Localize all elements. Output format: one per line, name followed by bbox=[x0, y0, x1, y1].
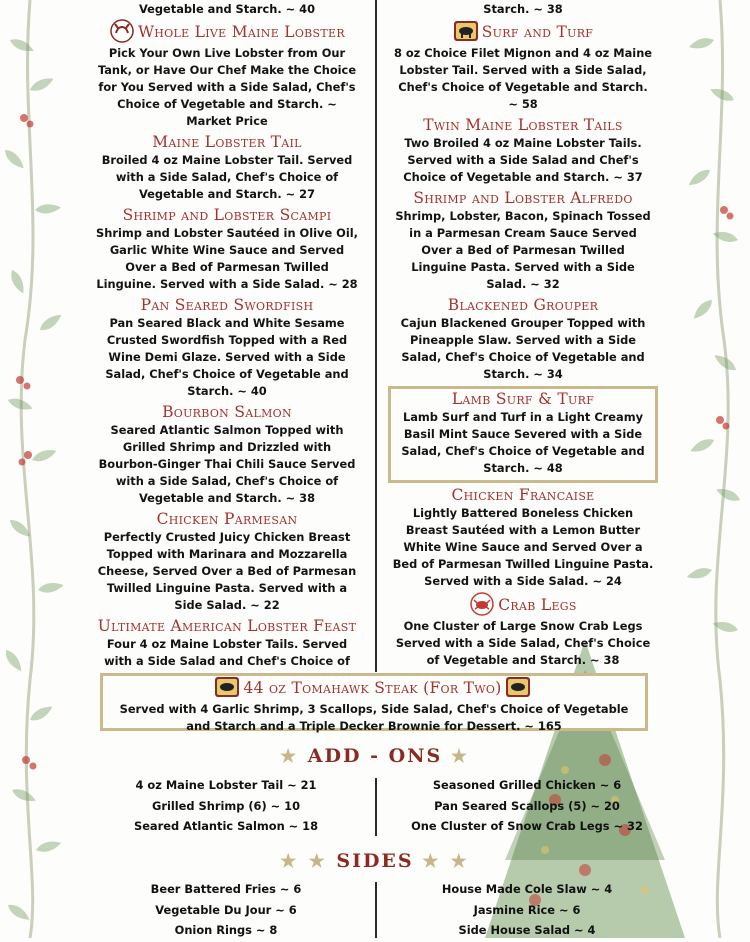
list-item: Beer Battered Fries ~ 6 bbox=[150, 882, 302, 896]
item-title: Blackened Grouper bbox=[447, 296, 599, 314]
addons-right-list bbox=[387, 775, 667, 837]
item-title: Twin Maine Lobster Tails bbox=[423, 116, 623, 134]
list-item: Side House Salad ~ 4 bbox=[458, 923, 596, 937]
menu-item bbox=[392, 486, 654, 590]
item-title: Crab Legs bbox=[392, 594, 654, 618]
menu-item bbox=[392, 594, 654, 669]
item-desc: One Cluster of Large Snow Crab Legs Served with a Side Salad, Chef's Choice of Vegetable and Starch. ~ 38 bbox=[395, 619, 651, 667]
list-item: Grilled Shrimp (6) ~ 10 bbox=[151, 798, 300, 813]
item-desc: Cajun Blackened Grouper Topped with Pineapple Slaw. Served with a Side Salad, Chef's Choice of Vegetable and Starch. ~ 34 bbox=[400, 316, 646, 381]
menu-item bbox=[392, 116, 654, 186]
item-title: 44 oz Tomahawk Steak (For Two) bbox=[103, 677, 645, 701]
item-title: Whole Live Maine Lobster bbox=[96, 21, 358, 45]
list-item: Seasoned Grilled Chicken ~ 6 bbox=[432, 778, 622, 792]
star-icon: ★ ★ bbox=[422, 851, 470, 872]
cow-badge-icon bbox=[453, 19, 479, 43]
list-item: 4 oz Maine Lobster Tail ~ 21 bbox=[135, 778, 317, 792]
right-menu-column bbox=[392, 0, 654, 669]
top-fragment: Starch. ~ 38 bbox=[483, 2, 563, 16]
item-desc: Four 4 oz Maine Lobster Tails. Served with a Side Salad and Chef's Choice of bbox=[104, 637, 350, 668]
lobster-badge-icon bbox=[109, 19, 135, 43]
menu-item bbox=[96, 133, 358, 203]
item-title: Chicken Parmesan bbox=[156, 510, 298, 528]
item-title: Shrimp and Lobster Alfredo bbox=[413, 189, 633, 207]
tomahawk-feature-box bbox=[100, 673, 648, 731]
top-fragment: Vegetable and Starch. ~ 40 bbox=[138, 2, 316, 16]
star-icon: ★ bbox=[280, 746, 300, 767]
list-item: Onion Rings ~ 8 bbox=[174, 923, 278, 937]
list-item: Seared Atlantic Salmon ~ 18 bbox=[133, 819, 319, 833]
list-item: Pan Seared Scallops (5) ~ 20 bbox=[434, 798, 620, 813]
crab-badge-icon bbox=[469, 592, 495, 616]
sides-right-list bbox=[387, 879, 667, 941]
menu-item bbox=[392, 189, 654, 293]
item-title: Ultimate American Lobster Feast bbox=[97, 617, 357, 635]
holly-border-left bbox=[0, 0, 96, 938]
item-title: Shrimp and Lobster Scampi bbox=[122, 206, 332, 224]
item-desc: Two Broiled 4 oz Maine Lobster Tails. Served with a Side Salad and Chef's Choice of Vegetable and Starch. ~ 37 bbox=[403, 136, 643, 184]
item-desc: Pick Your Own Live Lobster from Our Tank, or Have Our Chef Make the Choice for You Served with a Side Salad, Chef's Choice of Vegetable and Starch. ~ Market Price bbox=[97, 46, 357, 128]
star-icon: ★ bbox=[450, 746, 470, 767]
item-desc: Lightly Battered Boneless Chicken Breast Sautéed with a Lemon Butter White Wine Sauce and Served Over a Bed of Parmesan Twilled Linguine Pasta. Served with a Side Salad. ~ 24 bbox=[392, 506, 654, 588]
item-title: Pan Seared Swordfish bbox=[140, 296, 314, 314]
item-title: Maine Lobster Tail bbox=[152, 133, 302, 151]
menu-item bbox=[96, 403, 358, 507]
addons-heading: ★ ADD - ONS ★ bbox=[280, 745, 470, 767]
item-desc: 8 oz Choice Filet Mignon and 4 oz Maine Lobster Tail. Served with a Side Salad, Chef's Choice of Vegetable and Starch. ~ 58 bbox=[393, 46, 653, 111]
item-desc: Shrimp and Lobster Sautéed in Olive Oil, Garlic White Wine Sauce and Served Over a Bed of Parmesan Twilled Linguine. Served with a Side Salad. ~ 28 bbox=[96, 226, 358, 291]
addons-left-list bbox=[86, 775, 366, 837]
menu-item bbox=[96, 296, 358, 400]
item-title: Bourbon Salmon bbox=[162, 403, 292, 421]
item-desc: Shrimp, Lobster, Bacon, Spinach Tossed in a Parmesan Cream Sauce Served Over a Bed of Parmesan Twilled Linguine Pasta. Served with a Side Salad. ~ 32 bbox=[395, 209, 651, 291]
menu-item bbox=[96, 21, 358, 130]
list-item: Vegetable Du Jour ~ 6 bbox=[155, 902, 297, 917]
item-title: Chicken Francaise bbox=[451, 486, 595, 504]
item-desc: Seared Atlantic Salmon Topped with Grilled Shrimp and Drizzled with Bourbon-Ginger Thai Chili Sauce Served with a Side Salad, Chef's Choice of Vegetable and Starch. ~ 38 bbox=[98, 423, 356, 505]
item-desc: Lamb Surf and Turf in a Light Creamy Basil Mint Sauce Severed with a Side Salad, Chef's Choice of Vegetable and Starch. ~ 48 bbox=[401, 410, 645, 475]
addons-divider bbox=[375, 778, 377, 836]
cow-badge-icon bbox=[505, 675, 531, 699]
list-item: One Cluster of Snow Crab Legs ~ 32 bbox=[411, 819, 643, 833]
list-item: House Made Cole Slaw ~ 4 bbox=[441, 882, 613, 896]
menu-item bbox=[392, 21, 654, 113]
sides-left-list bbox=[86, 879, 366, 941]
item-desc: Perfectly Crusted Juicy Chicken Breast Topped with Marinara and Mozzarella Cheese, Served Over a Bed of Parmesan Twilled Linguine Pasta. Served with a Side Salad. ~ 22 bbox=[97, 530, 357, 612]
item-title: Surf and Turf bbox=[392, 21, 654, 45]
item-desc: Served with 4 Garlic Shrimp, 3 Scallops, Side Salad, Chef's Choice of Vegetable and Starch and a Triple Decker Brownie for Dessert. ~ 165 bbox=[119, 702, 629, 733]
menu-item-featured bbox=[388, 386, 658, 483]
menu-item bbox=[96, 206, 358, 293]
item-desc: Pan Seared Black and White Sesame Crusted Swordfish Topped with a Red Wine Demi Glaze. Served with a Side Salad, Chef's Choice of Vegetable and Starch. ~ 40 bbox=[105, 316, 349, 398]
item-desc: Broiled 4 oz Maine Lobster Tail. Served with a Side Salad, Chef's Choice of Vegetable and Starch. ~ 27 bbox=[101, 153, 353, 201]
cow-badge-icon bbox=[214, 675, 240, 699]
sides-divider bbox=[375, 882, 377, 938]
item-title: Lamb Surf & Turf bbox=[451, 390, 595, 408]
list-item: Jasmine Rice ~ 6 bbox=[473, 902, 581, 917]
sides-heading: ★ ★ SIDES ★ ★ bbox=[280, 850, 470, 872]
menu-item bbox=[96, 510, 358, 614]
star-icon: ★ ★ bbox=[280, 851, 328, 872]
column-divider bbox=[375, 0, 377, 672]
left-menu-column bbox=[96, 0, 358, 687]
menu-item bbox=[392, 296, 654, 383]
